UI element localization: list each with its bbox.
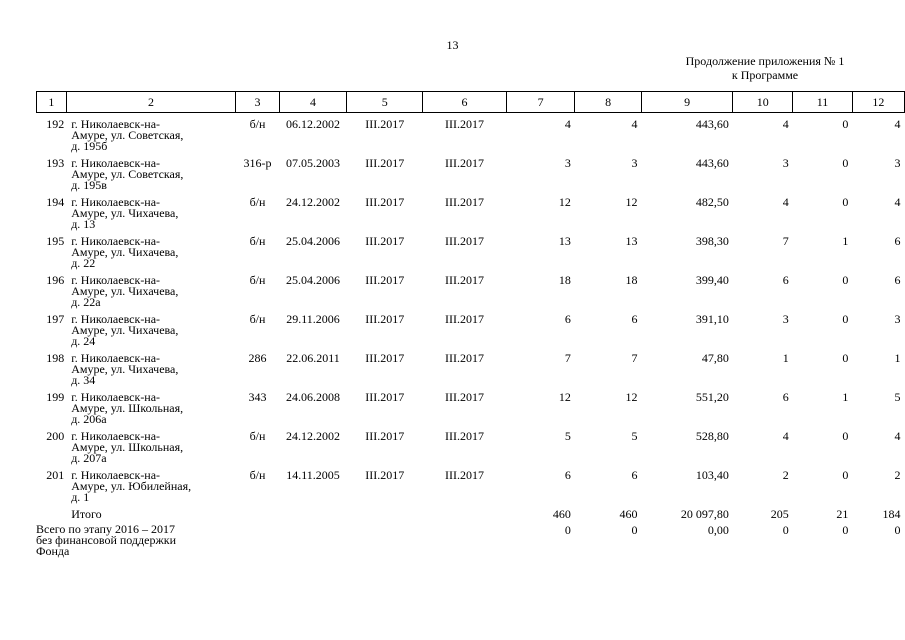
program-table: [36, 91, 905, 536]
document-number: б/н: [249, 273, 266, 287]
address-cell: [66, 431, 236, 470]
address-cell: [66, 113, 236, 159]
header-cell: 1: [37, 92, 67, 113]
value-c7: 6: [564, 312, 571, 326]
address-line: г. Николаевск-на-: [71, 117, 161, 131]
value-c10: 3: [782, 312, 789, 326]
value-c8: 3: [631, 156, 638, 170]
planned-end: III.2017: [444, 195, 484, 209]
value-c8: 12: [625, 390, 638, 404]
value-c12: 1: [894, 351, 901, 365]
row-number: 199: [46, 390, 65, 404]
stage-total-c12: 0: [894, 523, 901, 537]
planned-end: III.2017: [444, 156, 484, 170]
planned-start: III.2017: [365, 429, 405, 443]
address-line: г. Николаевск-на-: [71, 156, 161, 170]
row-number: 195: [46, 234, 65, 248]
header-cell: 6: [423, 92, 507, 113]
planned-start: III.2017: [365, 351, 405, 365]
address-line: д. 24: [71, 334, 96, 348]
planned-start: III.2017: [365, 234, 405, 248]
header-cell: 4: [279, 92, 347, 113]
address-line: г. Николаевск-на-: [71, 273, 161, 287]
address-line: г. Николаевск-на-: [71, 390, 161, 404]
planned-start: III.2017: [365, 468, 405, 482]
address-line: Амуре, ул. Советская,: [71, 167, 184, 181]
value-c7: 13: [558, 234, 571, 248]
document-number: 316-р: [243, 156, 272, 170]
header-cell: 9: [642, 92, 733, 113]
document-number: б/н: [249, 195, 266, 209]
value-c12: 6: [894, 234, 901, 248]
value-c9: 47,80: [701, 351, 729, 365]
value-c9: 399,40: [695, 273, 729, 287]
planned-end: III.2017: [444, 312, 484, 326]
address-line: д. 13: [71, 217, 96, 231]
table-row: [37, 113, 905, 159]
value-c12: 4: [894, 117, 901, 131]
table-row: [37, 353, 905, 392]
value-c7: 18: [558, 273, 571, 287]
value-c11: 0: [842, 468, 849, 482]
value-c9: 391,10: [695, 312, 729, 326]
value-c12: 2: [894, 468, 901, 482]
total-empty: [347, 509, 423, 525]
value-c11: 0: [842, 273, 849, 287]
planned-start: III.2017: [365, 117, 405, 131]
stage-total-c9: 0,00: [707, 523, 729, 537]
planned-end: III.2017: [444, 351, 484, 365]
value-c10: 4: [782, 117, 789, 131]
address-cell: [66, 275, 236, 314]
row-number: 201: [46, 468, 65, 482]
address-line: г. Николаевск-на-: [71, 195, 161, 209]
value-c11: 0: [842, 351, 849, 365]
document-number: 286: [248, 351, 267, 365]
stage-empty: [347, 525, 423, 536]
header-row: [37, 92, 905, 113]
value-c11: 0: [842, 156, 849, 170]
address-line: Амуре, ул. Чихачева,: [71, 245, 179, 259]
total-c9: 20 097,80: [680, 507, 729, 521]
address-cell: [66, 392, 236, 431]
planned-end: III.2017: [444, 273, 484, 287]
address-line: Амуре, ул. Чихачева,: [71, 362, 179, 376]
document-date: 29.11.2006: [286, 312, 340, 326]
planned-start: III.2017: [365, 312, 405, 326]
table-row: [37, 431, 905, 470]
total-c8: 460: [619, 507, 638, 521]
appendix-line2: к Программе: [731, 68, 799, 82]
document-date: 07.05.2003: [285, 156, 340, 170]
value-c12: 5: [894, 390, 901, 404]
value-c11: 0: [842, 312, 849, 326]
value-c8: 12: [625, 195, 638, 209]
value-c12: 3: [894, 156, 901, 170]
address-line: д. 22а: [71, 295, 101, 309]
document-date: 25.04.2006: [285, 273, 340, 287]
planned-end: III.2017: [444, 117, 484, 131]
value-c8: 4: [631, 117, 638, 131]
address-line: Амуре, ул. Чихачева,: [71, 206, 179, 220]
document-date: 24.12.2002: [285, 195, 340, 209]
value-c9: 103,40: [695, 468, 729, 482]
value-c12: 4: [894, 429, 901, 443]
address-line: д. 207а: [71, 451, 107, 465]
appendix-line1: Продолжение приложения № 1: [685, 54, 845, 68]
value-c11: 1: [842, 390, 849, 404]
address-cell: [66, 158, 236, 197]
value-c12: 6: [894, 273, 901, 287]
value-c7: 3: [564, 156, 571, 170]
document-number: 343: [248, 390, 267, 404]
address-line: д. 195в: [71, 178, 107, 192]
row-number: 197: [46, 312, 65, 326]
stage-total-label: [36, 524, 176, 557]
header-cell: 3: [236, 92, 279, 113]
address-line: Амуре, ул. Советская,: [71, 128, 184, 142]
row-number: 192: [46, 117, 65, 131]
total-empty: [279, 509, 347, 525]
total-c12: 184: [882, 507, 901, 521]
value-c10: 3: [782, 156, 789, 170]
address-line: Амуре, ул. Школьная,: [71, 440, 184, 454]
value-c10: 4: [782, 429, 789, 443]
address-line: д. 22: [71, 256, 96, 270]
planned-end: III.2017: [444, 468, 484, 482]
table-row: [37, 314, 905, 353]
address-line: г. Николаевск-на-: [71, 429, 161, 443]
value-c8: 18: [625, 273, 638, 287]
value-c11: 1: [842, 234, 849, 248]
page-number: 13: [446, 38, 459, 52]
stage-total-c8: 0: [631, 523, 638, 537]
value-c10: 6: [782, 390, 789, 404]
address-line: г. Николаевск-на-: [71, 468, 161, 482]
document-date: 24.06.2008: [285, 390, 340, 404]
address-line: Амуре, ул. Школьная,: [71, 401, 184, 415]
planned-end: III.2017: [444, 390, 484, 404]
stage-total-line3: Фонда: [36, 544, 70, 558]
address-line: г. Николаевск-на-: [71, 312, 161, 326]
value-c9: 443,60: [695, 156, 729, 170]
table-row: [37, 197, 905, 236]
table-row: [37, 392, 905, 431]
value-c9: 482,50: [695, 195, 729, 209]
value-c9: 443,60: [695, 117, 729, 131]
table-row: [37, 236, 905, 275]
value-c9: 398,30: [695, 234, 729, 248]
planned-start: III.2017: [365, 390, 405, 404]
document-date: 25.04.2006: [285, 234, 340, 248]
address-line: д. 1: [71, 490, 90, 504]
document-number: б/н: [249, 429, 266, 443]
document-date: 14.11.2005: [286, 468, 340, 482]
planned-end: III.2017: [444, 234, 484, 248]
value-c7: 7: [564, 351, 571, 365]
stage-empty: [279, 525, 347, 536]
total-empty: [236, 509, 279, 525]
table-row: [37, 158, 905, 197]
document-number: б/н: [249, 312, 266, 326]
planned-start: III.2017: [365, 156, 405, 170]
value-c7: 6: [564, 468, 571, 482]
address-cell: [66, 314, 236, 353]
value-c12: 3: [894, 312, 901, 326]
table-row: [37, 470, 905, 509]
value-c7: 5: [564, 429, 571, 443]
address-line: д. 195б: [71, 139, 108, 153]
total-c7: 460: [552, 507, 571, 521]
total-empty: [423, 509, 507, 525]
total-c10: 205: [770, 507, 789, 521]
planned-start: III.2017: [365, 273, 405, 287]
row-number: 200: [46, 429, 65, 443]
header-cell: 11: [793, 92, 853, 113]
total-label: Итого: [71, 507, 102, 521]
address-line: Амуре, ул. Чихачева,: [71, 284, 179, 298]
value-c7: 12: [558, 390, 571, 404]
header-cell: 10: [733, 92, 793, 113]
address-line: Амуре, ул. Юбилейная,: [71, 479, 192, 493]
stage-total-c10: 0: [782, 523, 789, 537]
address-cell: [66, 236, 236, 275]
address-line: Амуре, ул. Чихачева,: [71, 323, 179, 337]
document-date: 06.12.2002: [285, 117, 340, 131]
row-number: 196: [46, 273, 65, 287]
value-c8: 5: [631, 429, 638, 443]
document-number: б/н: [249, 468, 266, 482]
header-cell: 2: [66, 92, 236, 113]
value-c11: 0: [842, 117, 849, 131]
stage-total-line1: Всего по этапу 2016 – 2017: [36, 522, 175, 536]
stage-total-c11: 0: [842, 523, 849, 537]
address-line: г. Николаевск-на-: [71, 351, 161, 365]
address-cell: [66, 197, 236, 236]
stage-total-c7: 0: [564, 523, 571, 537]
document-date: 24.12.2002: [285, 429, 340, 443]
value-c8: 7: [631, 351, 638, 365]
value-c10: 1: [782, 351, 789, 365]
value-c11: 0: [842, 195, 849, 209]
value-c7: 4: [564, 117, 571, 131]
value-c10: 7: [782, 234, 789, 248]
total-c11: 21: [836, 507, 849, 521]
header-cell: 5: [347, 92, 423, 113]
row-number: 193: [46, 156, 65, 170]
address-line: г. Николаевск-на-: [71, 234, 161, 248]
value-c7: 12: [558, 195, 571, 209]
value-c10: 6: [782, 273, 789, 287]
address-cell: [66, 470, 236, 509]
row-number: 194: [46, 195, 65, 209]
value-c10: 2: [782, 468, 789, 482]
value-c9: 528,80: [695, 429, 729, 443]
row-number: 198: [46, 351, 65, 365]
address-line: д. 206а: [71, 412, 107, 426]
planned-start: III.2017: [365, 195, 405, 209]
value-c8: 6: [631, 468, 638, 482]
stage-empty: [236, 525, 279, 536]
header-cell: 7: [506, 92, 575, 113]
value-c8: 13: [625, 234, 638, 248]
header-cell: 12: [852, 92, 904, 113]
header-cell: 8: [575, 92, 642, 113]
address-cell: [66, 353, 236, 392]
table-row: [37, 275, 905, 314]
value-c10: 4: [782, 195, 789, 209]
planned-end: III.2017: [444, 429, 484, 443]
stage-empty: [423, 525, 507, 536]
stage-total-line2: без финансовой поддержки: [36, 533, 177, 547]
value-c8: 6: [631, 312, 638, 326]
value-c11: 0: [842, 429, 849, 443]
document-date: 22.06.2011: [286, 351, 340, 365]
address-line: д. 34: [71, 373, 96, 387]
document-number: б/н: [249, 117, 266, 131]
appendix-heading: [640, 54, 890, 82]
value-c12: 4: [894, 195, 901, 209]
value-c9: 551,20: [695, 390, 729, 404]
document-number: б/н: [249, 234, 266, 248]
